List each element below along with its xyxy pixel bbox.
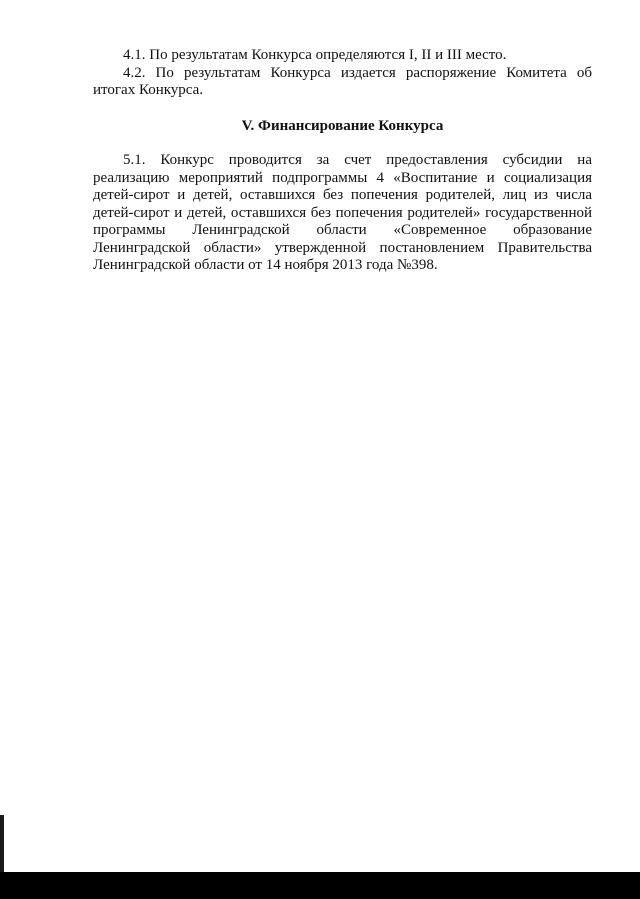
paragraph-4-2: 4.2. По результатам Конкурса издается распоряжение Комитета об итогах Конкурса. [93,64,592,98]
paragraph-4-1: 4.1. По результатам Конкурса определяются I, II и III место. [123,47,507,63]
scan-bottom-bar [0,872,640,899]
paragraph-5-1: 5.1. Конкурс проводится за счет предоставления субсидии на реализацию мероприятий подпрограммы 4 «Воспитание и социализация детей-сирот и детей, оставшихся без попечения родителей, лиц из числа детей-сирот и детей, оставшихся без попечения родителей» государственной программы Ленинградской области «Современное образование Ленинградской области» утвержденной постановлением Правительства Ленинградской области от 14 ноября 2013 года №398. [93,152,592,273]
section-5-heading: V. Финансирование Конкурса [241,117,444,134]
scan-edge-artifact [0,815,4,875]
document-body [93,47,592,275]
